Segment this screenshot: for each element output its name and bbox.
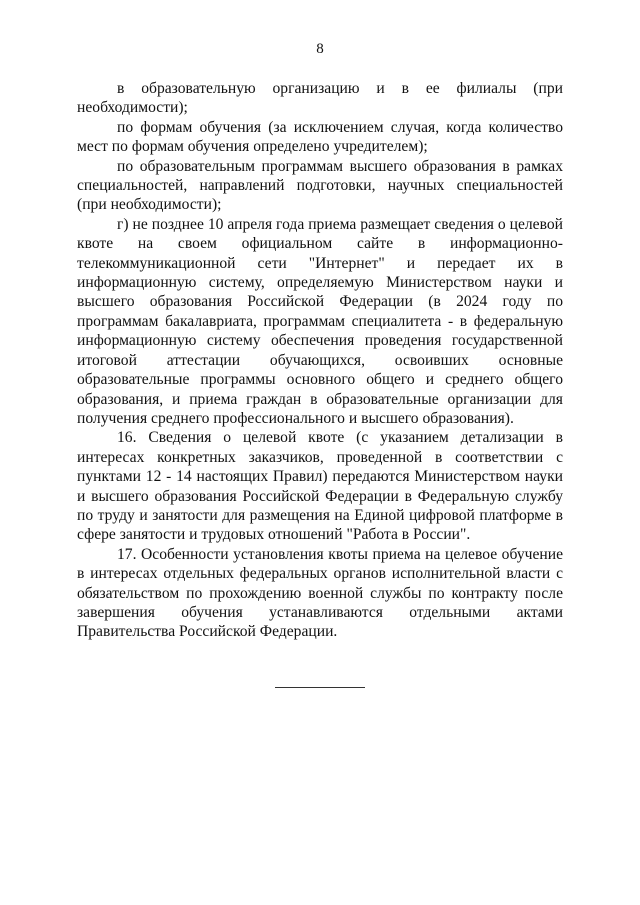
document-body — [77, 79, 563, 642]
paragraph-study-forms: по формам обучения (за исключением случая, когда количество мест по формам обучения определено учредителем); — [77, 118, 563, 156]
end-separator-line — [275, 687, 365, 688]
paragraph-programs: по образовательным программам высшего образования в рамках специальностей, направлений подготовки, научных специальностей (при необходимости); — [77, 157, 563, 214]
paragraph-item-g: г) не позднее 10 апреля года приема размещает сведения о целевой квоте на своем официальном сайте в информационно-телекоммуникационной сети "Интернет" и передает их в информационную систему, определяемую Министерством науки и высшего образования Российской Федерации (в 2024 году по программам бакалавриата, программам специалитета - в федеральную информационную систему обеспечения проведения государственной итоговой аттестации обучающихся, освоивших основные образовательные программы основного общего и среднего общего образования, и приема граждан в образовательные организации для получения среднего профессионального и высшего образования). — [77, 215, 563, 427]
page-number: 8 — [316, 41, 324, 57]
paragraph-16: 16. Сведения о целевой квоте (с указанием детализации в интересах конкретных заказчиков, проведенной в соответствии с пунктами 12 - 14 настоящих Правил) передаются Министерством науки и высшего образования Российской Федерации в Федеральную службу по труду и занятости для размещения на Единой цифровой платформе в сфере занятости и трудовых отношений "Работа в России". — [77, 429, 563, 544]
paragraph-organization: в образовательную организацию и в ее филиалы (при необходимости); — [77, 80, 563, 117]
paragraph-17: 17. Особенности установления квоты приема на целевое обучение в интересах отдельных федеральных органов исполнительной власти с обязательством по прохождению военной службы по контракту после завершения обучения устанавливаются отдельными актами Правительства Российской Федерации. — [77, 545, 563, 641]
